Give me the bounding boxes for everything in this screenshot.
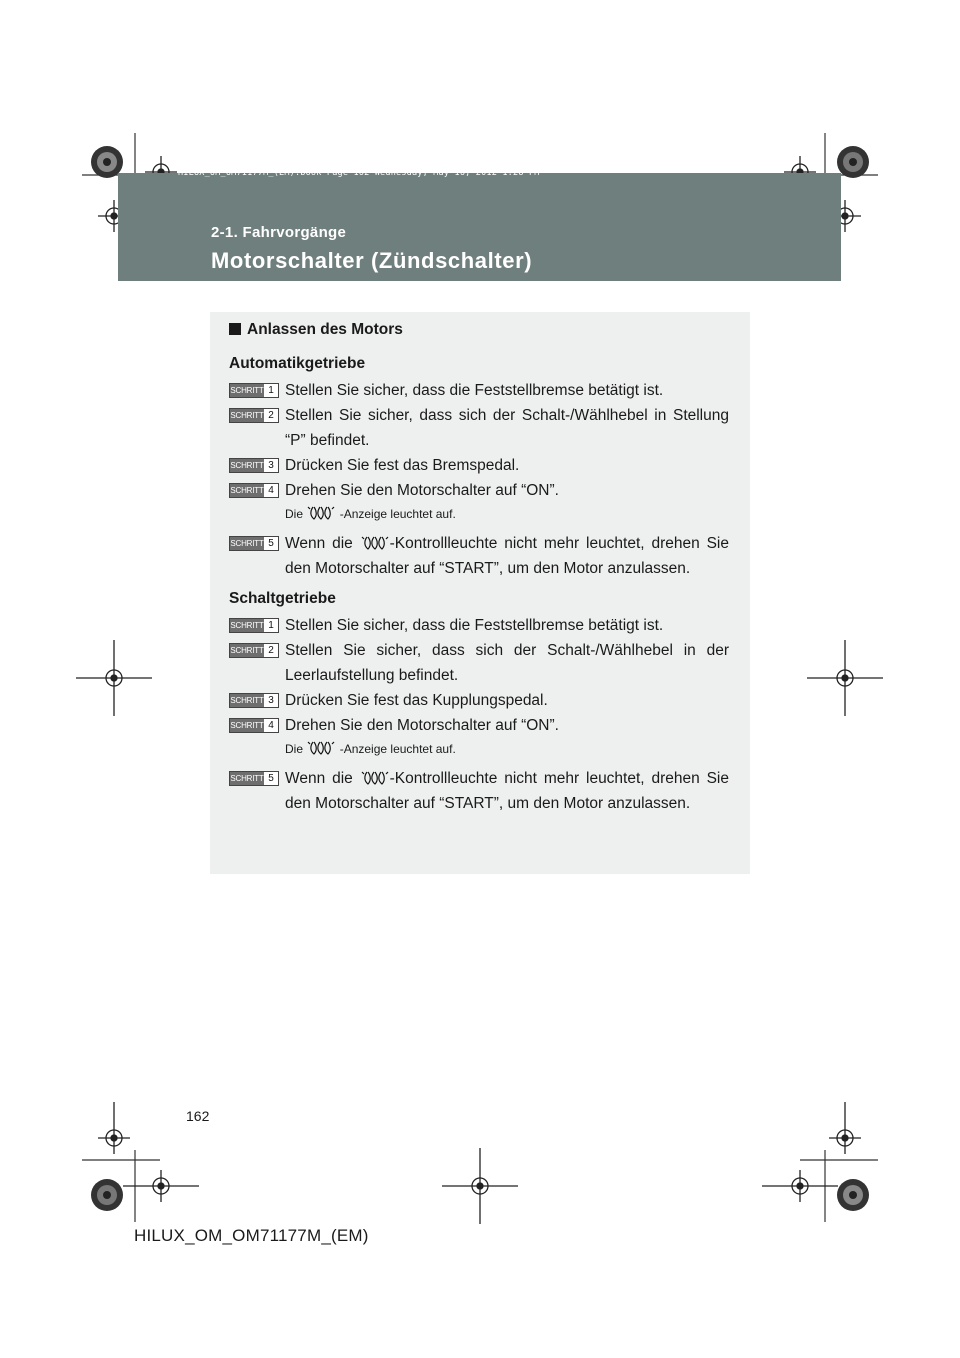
step-item xyxy=(229,638,729,688)
step-badge: SCHRITT 4 xyxy=(229,483,279,498)
step-badge: SCHRITT 2 xyxy=(229,643,279,658)
step-note: Die -Anzeige leuchtet auf. xyxy=(285,742,456,756)
step-text: Stellen Sie sicher, dass die Feststellbremse betätigt ist. xyxy=(285,617,664,634)
step-text: Drücken Sie fest das Bremspedal. xyxy=(285,457,520,474)
step-item xyxy=(229,403,729,453)
step-text: Stellen Sie sicher, dass sich der Schalt-/Wählhebel in Stellung “P” befindet. xyxy=(285,407,729,449)
glow-plug-indicator-icon xyxy=(360,535,390,551)
group-heading: Automatikgetriebe xyxy=(229,355,366,372)
step-item: SCHRITT 5 Wenn die -Kontrollleuchte nicht mehr leuchtet, drehen Sie den Motorschalter auf “START”, um den Motor anzulassen. xyxy=(230,770,729,812)
page-number: 162 xyxy=(186,1108,210,1124)
step-item xyxy=(229,688,729,713)
step-badge: SCHRITT 5 xyxy=(229,771,279,786)
step-badge: SCHRITT 2 xyxy=(229,408,279,423)
group-heading: Schaltgetriebe xyxy=(229,590,336,607)
glow-plug-indicator-icon xyxy=(360,770,390,786)
page-title: Motorschalter (Zündschalter) xyxy=(211,248,533,273)
step-item xyxy=(229,478,729,503)
step-badge: SCHRITT 3 xyxy=(229,458,279,473)
glow-plug-indicator-icon xyxy=(306,740,336,756)
step-item xyxy=(229,713,729,738)
step-text: Drehen Sie den Motorschalter auf “ON”. xyxy=(285,717,559,734)
step-text: Drehen Sie den Motorschalter auf “ON”. xyxy=(285,482,559,499)
step-item xyxy=(229,378,729,403)
step-item: SCHRITT 5 Wenn die -Kontrollleuchte nicht mehr leuchtet, drehen Sie den Motorschalter auf “START”, um den Motor anzulassen. xyxy=(230,535,729,577)
step-text: Drücken Sie fest das Kupplungspedal. xyxy=(285,692,548,709)
topic-heading: Anlassen des Motors xyxy=(229,320,729,340)
step-item xyxy=(229,453,729,478)
step-badge: SCHRITT 3 xyxy=(229,693,279,708)
step-badge: SCHRITT 1 xyxy=(229,618,279,633)
step-item xyxy=(229,613,729,638)
step-badge: SCHRITT 4 xyxy=(229,718,279,733)
step-text: Stellen Sie sicher, dass sich der Schalt-/Wählhebel in der Leerlaufstellung befindet. xyxy=(285,642,729,684)
book-info-line: HILUX_OM_OM71177M_(EM).book Page 162 Wednesday, May 16, 2012 1:28 PM xyxy=(178,168,540,178)
step-text: Stellen Sie sicher, dass die Feststellbremse betätigt ist. xyxy=(285,382,664,399)
content-box xyxy=(210,312,750,874)
square-bullet-icon xyxy=(229,323,241,335)
step-badge: SCHRITT 5 xyxy=(229,536,279,551)
glow-plug-indicator-icon xyxy=(306,505,336,521)
section-label: 2-1. Fahrvorgänge xyxy=(211,224,347,241)
document-code: HILUX_OM_OM71177M_(EM) xyxy=(134,1226,369,1245)
step-note: Die -Anzeige leuchtet auf. xyxy=(285,507,456,521)
step-badge: SCHRITT 1 xyxy=(229,383,279,398)
